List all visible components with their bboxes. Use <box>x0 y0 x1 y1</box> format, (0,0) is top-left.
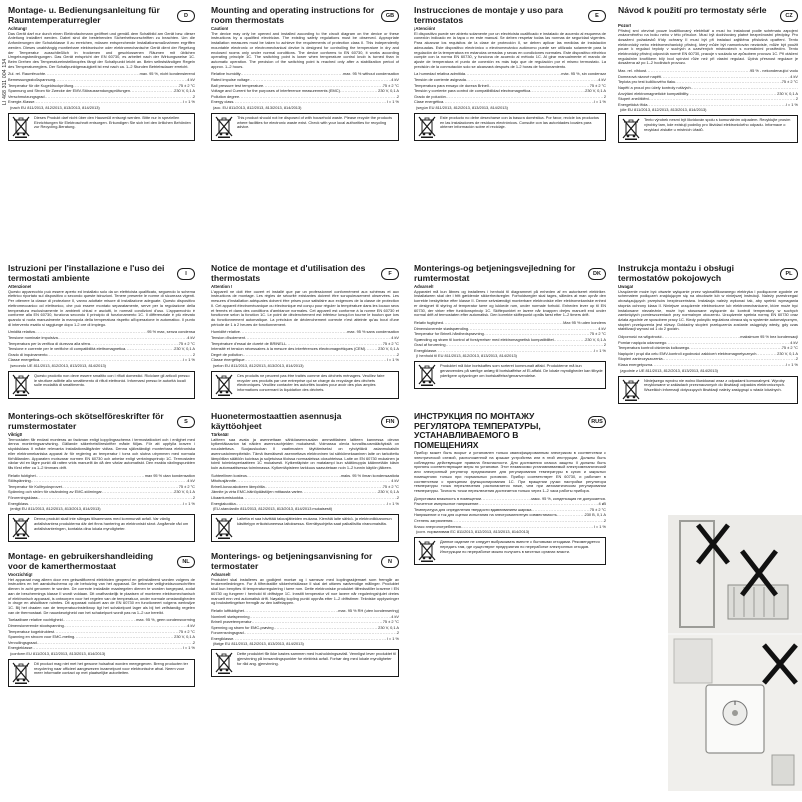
spec-label: Max. rel. vlhkost <box>618 68 647 74</box>
spec-label: Classe energetica <box>8 357 40 363</box>
spec-note: (ifølge EU 811/2013, 812/2013, 813/2013, 814/2013) <box>213 641 304 647</box>
spec-label: Stopień zanieczyszczenia <box>618 356 663 362</box>
spec-label: Umidità relativa <box>8 329 35 335</box>
spec-label: Klasa energetyczna <box>618 361 653 367</box>
spec-value: 2 <box>396 494 399 500</box>
spec-label: Ball pressure test temperature <box>211 82 264 88</box>
spec-label: Степень загрязнения <box>414 518 453 524</box>
spec-list <box>211 473 399 507</box>
spec-label: Spannung und Strom für Zwecke der EMV-Störaussendungsprüfungen <box>8 88 130 94</box>
spec-label: Nominell støtspenning <box>211 613 250 619</box>
spec-value: max. 95 % sans condensation <box>347 329 399 335</box>
disposal-text: Tento výrobek nesmí být likvidován spolu s komunálním odpadem. Recyklujte prosím výrobky tam, kde existují podniky pro likvidaci elektronického odpadu. Informace o recyklaci získáte u místních úřadů. <box>644 117 791 132</box>
section-cz <box>618 6 798 262</box>
spec-value: 4 kV <box>790 73 798 79</box>
spec-label: Stupeň znečištění <box>618 96 649 102</box>
spec-list <box>414 496 606 530</box>
spec-label: Température d'essai de dureté de BRINELL <box>211 340 287 346</box>
spec-label: Grado de polución <box>414 93 446 99</box>
section-title: Monterings-og betjeningsvejledning for rumtermostat <box>414 264 576 283</box>
section-s <box>8 412 195 550</box>
installation-illustrations <box>668 515 802 791</box>
spec-label: Rated impulse voltage <box>211 76 250 82</box>
spec-value: 75 ± 2 °C <box>382 340 399 346</box>
spec-value: 95 % max, senza condensa <box>147 329 195 335</box>
spec-value: 2 <box>192 494 195 500</box>
disposal-notice <box>211 649 399 677</box>
section-intro: Прибор может быть вскрыт и установлен только квалифицированным электриком в соответствии с электрической схемой, расположенной на крышке устройства или в этой инструкции. Должны быть соблюдены действующие правила безопасности. Для достижения класса защиты II должны быть приняты соответствующие меры по установке. Этот независимо устанавливаемый электромеханический или электронный регулятор предназначен для регулирования температуры в сухих и закрытых помещениях только при нормальных условиях. Прибор соответствует EN 60730, и работает в соответствии с принципом функционирования 1С. При вращении ручки настройки регулятора температуры точка переключения располагается ниже, чем при автоматическом регулировании температуры. Точность точки переключения достигается только через 1–2 часа работы прибора. <box>414 450 606 493</box>
spec-list <box>414 320 606 354</box>
spec-label: La humedad relativa admitida <box>414 71 466 77</box>
spec-label: Pomiar napięcia udarowego <box>618 339 667 345</box>
spec-value: 2 <box>603 93 606 99</box>
spec-value: 4 кВ <box>598 501 606 507</box>
spec-label: Relativ luftfuktighet <box>211 607 244 613</box>
spec-label: Verschmutzungsgrad <box>8 93 45 99</box>
spec-note: (según EU 811/2013, 812/2013, 813/2013, 814/2013) <box>416 104 508 110</box>
spec-label: Relativ fugtighed <box>414 319 443 325</box>
spec-value: 230 V, 0,1 A <box>378 346 399 352</box>
disposal-text: Dette produktet får ikke kastes sammen med husholdningsavfall. Vennligst lever produktet til gjenvinning på innsamlingspunkter for elektrisk avfall. Forhør deg med lokale myndigheter for råd ang. gjenvinning. <box>237 651 396 666</box>
spec-value: máx. 95 %, sin condensar <box>561 71 606 77</box>
section-title: Mounting and operating instructions for room thermostats <box>211 6 375 25</box>
spec-value: I = 1 % <box>386 357 399 363</box>
spec-value: 2 <box>795 96 798 102</box>
spec-value: 4 kV <box>391 478 399 484</box>
section-subtitle: ¡Atención! <box>414 26 436 32</box>
spec-label: Energialuokka <box>211 500 236 506</box>
spec-value: I = 1 % <box>593 347 606 353</box>
disposal-notice <box>414 113 606 141</box>
spec-value: макс. 95 %, конденсация не допускается. <box>531 495 606 501</box>
spec-label: Brinell prøvetemperatur <box>211 619 252 625</box>
spec-value: 230 V, 0,1 A <box>174 88 195 94</box>
spec-list <box>8 617 195 651</box>
section-title: Instrucciones de montaje y uso para termostatos <box>414 6 564 25</box>
section-intro: Laitteen saa avata ja asennettaan sähköasennusalan ammattilainen laitteen kannessa olevan kytkentäkaavion tai näiden asennusohjeiden mukaisesti. Voimassa olevia turvallisuusmääräyksiä on noudatettava. Suojausluokan II vaatimusten täyttämiseksi on ryhdyttävä asianmukaisiin asennustoimenpiteisiin. Tämä itsenäisesti asennettava elektroninen tai sähkömekaaninen laite on tarkoitettu lämpötilan säätöön kuivissa ja suljetuissa tiloissa normaaleissa olosuhteissa. Laite on EN 60730 mukainen ja toimii toimintaperiaatteen 1C mukaisesti. Kytkentäpiste on matalampi kun säätönuppia käännetään käsin kuin automaattisessa toiminnassa. Kytkentäpisteen tarkkuus saavutetaan noin 1–2 tunnin käytön jälkeen. <box>211 436 399 470</box>
language-badge: N <box>381 556 399 568</box>
section-intro: Das Gerät darf nur durch einen Elektrofachmann geöffnet und gemäß dem Schaltbild am Gerät bzw. dieser Anleitung installiert werden. Dabei sind die bestehenden Sicherheitsvorschriften zu beachten. Um die Anforderungen der Schutzklasse II zu erreichen, müssen entsprechende Installationsmaßnahmen ergriffen werden. Dieses unabhängig montierbare elektronische oder elektromechanische Gerät dient der Regelung der Temperatur ausschließlich in trockenen und geschlossenen Räumen mit üblichen Umgebungsbedingungen. Das Gerät entspricht der EN 60730, es arbeitet nach der Wirkungsweise 1C. Beim Drehen des Temperatureinstellknopfes fängt der Schaltpunkt leicht an. Beim selbstständigen Regeln des Temperaturreglers. Der Schaltpunktgenauigkeit ist erst nach ca. 1–2 Stunden Betriebsdauer erreicht. <box>8 30 195 69</box>
spec-value: 230 В, 0,1 А <box>584 512 606 518</box>
language-badge: I <box>177 268 195 280</box>
spec-value: 4 kV <box>391 334 399 340</box>
spec-value: I = 1 % <box>593 523 606 529</box>
section-subtitle: Caution! <box>211 26 229 32</box>
spec-value: maksimum 95 % bez kondensacji <box>740 334 798 340</box>
language-badge: CZ <box>780 10 798 22</box>
language-badge: FIN <box>381 416 399 428</box>
spec-label: Spenning og strøm for EMC-prøving <box>211 624 274 630</box>
spec-value: max. 95 % RH (uten kondensering) <box>338 607 399 613</box>
spec-value: 75 ± 2 °C <box>589 82 606 88</box>
spec-note: (selon EU 811/2013, 812/2013, 813/2013, 814/2013) <box>213 362 304 368</box>
language-badge: F <box>381 268 399 280</box>
spec-note: (conform EU 811/2013, 812/2013, 813/2013, 814/2013) <box>10 650 106 656</box>
spec-value: I = 1 % <box>182 500 195 506</box>
spec-label: Dimensionerede stødspænding <box>414 325 469 331</box>
section-n <box>211 552 399 798</box>
crossed-bin-icon <box>11 116 31 138</box>
spec-label: Föroreningsklass <box>8 494 38 500</box>
crossed-bin-icon <box>214 517 234 539</box>
spec-value: I = 1 % <box>182 99 195 105</box>
spec-label: Mitoitusjännite <box>211 478 236 484</box>
section-intro: Het apparaat mag alleen door een gekwalificeerd elektricien geopend en geïnstalleerd worden volgens de instructies en het aansluitschema op de behuizing van het apparaat. De bekende veiligheidsvoorschriften dienen in acht genomen te worden. De correcte installatie maatregelen dienen te worden toegepast, zodat aan de beschermings klasse II wordt voldaan. Dit onafhankelijk te plaatsen of monteren elektromechanisch of elektronisch apparaat, is ontworpen voor het regelen van de temperatuur, onder normale omstandigheden in droge en afsluitbare ruimtes. Dit apparaat voldoet aan de EN 60730 en functioneert volgens werkwijze 1C. Bij het draaien van de temperatuurinstelknop ligt het schakelpunt lager als bij het zelfstandig regelen van de thermostaat. De nauwkeurigheid van het schakelpunt wordt pas na 1–2 uur bereikt. <box>8 576 195 615</box>
spec-note: (zgodnie z UE 811/2013, 812/2013, 813/2013, 814/2013) <box>620 367 718 373</box>
disposal-notice <box>211 113 399 141</box>
section-subtitle: Pozor! <box>618 23 632 28</box>
spec-value: 230 V, 0,1 A <box>777 350 798 356</box>
disposal-notice <box>618 115 798 143</box>
spec-label: Tension d'isolement <box>211 334 246 340</box>
spec-label: Relativ fuktighet <box>8 472 36 478</box>
section-subtitle: Attention ! <box>211 284 233 290</box>
section-subtitle: Attenzione! <box>8 284 32 290</box>
spec-value: 2 <box>396 351 399 357</box>
disposal-notice <box>414 537 606 565</box>
crossed-bin-icon <box>214 116 234 138</box>
spec-label: Temperatur for Brinell-hårdhedsprøvning <box>414 331 484 337</box>
spec-value: 230 V, 0,1 A <box>777 90 798 96</box>
disposal-text: Produktet må ikke bortskaffes som sorteret kommunalt affald. Produkterne må kun genanvendes på særlige anlæg til bortskaffelse af El-affald. De lokale myndigheder kan tilbyde yderligere oplysninger om bortskaffelse/genanvendelse. <box>440 363 603 378</box>
spec-label: Relative humidity <box>211 71 241 77</box>
spec-value: 2 <box>192 93 195 99</box>
disposal-notice <box>8 514 195 542</box>
spec-value: 75 ± 2 °C <box>178 340 195 346</box>
spec-value: 4 kV <box>790 339 798 345</box>
spec-label: Spänning och ström för utsändning av EMC-störningar <box>8 489 102 495</box>
section-title: Montage- u. Bedienungsanleitung für Raumtemperaturregler <box>8 6 160 25</box>
spec-label: Расчетное импульсное напряжение <box>414 501 479 507</box>
spec-note: (EU-standardin 811/2013, 812/2013, 813/2013, 814/2013 mukaisesti) <box>213 506 333 512</box>
crossed-bin-icon <box>621 118 641 140</box>
disposal-notice <box>211 514 399 542</box>
section-title: ИНСТРУКЦИЯ ПО МОНТАЖУ РЕГУЛЯТОРА ТЕМПЕРАТУРЫ, УСТАНАВЛИВАЕМОГО В ПОМЕЩЕНИЯХ <box>414 412 541 450</box>
section-rus <box>414 412 606 784</box>
spec-label: Temperatur für die Kugeldruckprüfung <box>8 82 74 88</box>
spec-list <box>618 334 798 368</box>
spec-value: I = 1 % <box>386 635 399 641</box>
spec-row <box>618 362 798 368</box>
disposal-text: Данное изделие не следует выбрасывать вместе с бытовыми отходами. Рекомендуется передать там, где существуют предприятия по переработке электронных отходов. Инструкции по переработке можно получить в местных органах власти. <box>440 539 600 554</box>
spec-label: Brinell-kovuuskokeen lämpötila <box>211 483 265 489</box>
section-subtitle: Achtung! <box>8 26 27 32</box>
spec-label: Tensión de corriente asignada <box>414 76 466 82</box>
section-subtitle: Tärkeää! <box>211 432 229 438</box>
section-intro: Produktet skal installeres av godkjent montør og i samsvar med koplingsskjemaet som fremgår av brukerveiledningen. For å tilfredsstille sikkerhetsklasse II skal det utføres nødvendige målinger. Produktet skal kun benyttes til temperaturregulering i tørre rom. Dette elektroniske produktet tilfredsstiller kravene i EN 60730 og fungerer i henhold til driftstype 1C. Innstilt temperatur vil noe lavere når reguleringshjulet dreies manuelt enn ved automatisk drift. Nøyaktig kopling punkt oppnås etter 1–2 driftstimer. Tekniske opplysninger og bruksbetingelser fremgår av den kaffelappen. <box>211 576 399 606</box>
disposal-notice <box>8 113 195 141</box>
spec-value: maks. 95 % ilman kondensaatiota <box>340 472 399 478</box>
spec-value: I = 1 % <box>182 645 195 651</box>
section-subtitle: Voorzichtig! <box>8 572 33 578</box>
spec-list <box>211 608 399 642</box>
section-title: Montage- en gebruikershandleiding voor de kamerthermostaat <box>8 552 154 571</box>
section-intro: Apparatet må kun åbnes og installeres i henhold til diagrammet på enheden af en autoriseret elektriker. Installatøren skal der i fritt gældende sikkerhedsregler. Forholdsregler skal tages, således at man opnår den korrekte beskyttelse efter klasse II. Denne selvstændigt monterbare elektroniske eller elektromekaniske enhed er designet til styring af temperatur tørre og lukkede rum, under normale forhold. Enheden lever op til EN 60730, der virker efter funktionsprincip 1C. Skiftepunktet er lavere når knappen drejes manuelt end under normal drift af termostaten efter automatisk. Den korrekte skiftepunkt opnås først efter 1–2 timers drift. <box>414 288 606 318</box>
spec-list <box>8 71 195 105</box>
spec-value: 75 ± 2 °C <box>589 506 606 512</box>
crossed-bin-icon <box>214 374 234 396</box>
section-gb <box>211 6 399 262</box>
spec-label: Temperatuur kogeldruktest <box>8 628 55 634</box>
installation-illustrations-svg <box>668 515 802 791</box>
spec-value: 75 ± 2 °C <box>781 79 798 85</box>
section-title: Návod k použití pro termostaty sérle <box>618 6 767 15</box>
spec-label: Degré de pollution <box>211 351 243 357</box>
language-badge: E <box>588 10 606 22</box>
disposal-notice <box>414 361 606 389</box>
spec-value: 230 V, 0,1 A <box>378 624 399 630</box>
language-badge: PL <box>780 268 798 280</box>
language-badge: NL <box>177 556 195 568</box>
disposal-text: Denna produkt skall inte slängas tillsammans med kommunalt avfall. Var vänlig avfallshantera produkterna där det finns hantering av elektroniskt skrot. Angående råd om avfallshanteringen, kontakta dina lokala myndigheter. <box>34 516 189 531</box>
spec-label: Tensione e corrente per le verifiche di compatibilità elettromagnetica <box>8 346 126 352</box>
spec-label: Temperatura para ensayo de dureza Brinell <box>414 82 489 88</box>
spec-label: Intensité et tension nécessaires à la mesure des interférences électromagnétiques (CEM) <box>211 346 366 352</box>
spec-label: Energiklass <box>8 500 29 506</box>
spec-label: Vervuilingsgraad <box>8 639 37 645</box>
spec-label: Domezová rázové napětí <box>618 73 662 79</box>
section-intro: Termostaten får endast monteras av fackman enligt kopplingsschema i termostatlocket och i enlighet med denna monteringsanvisning. Gällande säkerhetsföreskrifter måste följas. För att uppfylla kraven i skyddsklass II måste relevanta installationsåtgärder vidtas. Denna självständigt monterbara elektroniska eller elektromekaniska apparat är för reglering av temperatur i torra och slutna utrymmen med normala förhållanden. Apparaten motsvarar normen EN 60730 och arbetar enligt verkningsprincip 1C. Termostaten växlar vid en lägre punkt då ratten vrids manuellt än då den växlar automatiskt. Den exakta växlingspunkten fås först efter ca 1–2 timmars drift. <box>8 436 195 470</box>
section-title: Monterings-och skötselföreskrifter för rumstermostater <box>8 412 164 431</box>
spec-value: 75 ± 2 °C <box>178 82 195 88</box>
spec-value: 75 ± 2 °C <box>382 619 399 625</box>
spec-value: 230 V, 0,1 A <box>585 88 606 94</box>
crossed-bin-icon <box>11 662 31 684</box>
spec-value: 4 kV <box>187 622 195 628</box>
spec-value: 2 <box>396 630 399 636</box>
section-dk <box>414 264 606 410</box>
spec-list <box>414 71 606 105</box>
spec-value: 230 V, 0,1 A <box>378 489 399 495</box>
spec-label: Teplota pro test kuličkového tlaku <box>618 79 676 85</box>
disposal-text: Este producto no debe desecharse con la basura doméstica. Por favor, recicle los productos en las instalaciones de residuos electrónicos. Consulte con las autoridades locales para obtener información sobre el reciclaje. <box>440 114 599 130</box>
spec-label: Napětí a proud pro účely kontroly rušivých <box>618 84 691 90</box>
section-title: Instrukcja montażu i obsługi termostatów pokojowych <box>618 264 735 283</box>
section-d <box>8 6 195 262</box>
spec-label: Stötspänning <box>8 478 31 484</box>
section-intro: Questo apparecchio può essere aperto ed installato solo da un elettricista qualificato, seguendo lo schema elettrico riportato sul dispositivo o secondo queste istruzioni. Tenere presente le norme di sicurezza vigenti. Per ottenere la classe di protezione II, vanno adottate misure di installazione adeguate. Questo dispositivo elettromeccanico od elettronico, che può essere montato separatamente, serve per la regolazione della temperatura esclusivamente in ambienti chiusi e asciutti, in normali condizioni d'uso. L'apparecchio è conforme alla EN 60730, funziona secondo il principio di funzionamento 1C. Il differenziale è più elevato quando si ruota manualmente la manopola della temperatura rispetto all'operazione in automatico. Il punto di intervento esatto si raggiunge dopo 1-2 ore di impiego. <box>8 288 195 327</box>
section-nl <box>8 552 195 798</box>
spec-note: (secondo UE 811/2013, 812/2013, 813/2013, 814/2013) <box>10 362 106 368</box>
spec-value: max. 95 % without condensation <box>342 71 399 77</box>
section-intro: The device may only be opened and installed according to the circuit diagram on the device or these instructions by a qualified electrician. The existing safety regulations must be observed. Appropriate installation measures must be taken to achieve the requirements of protection class II. This independently mountable electronic or electromechanical device is designed for controlling the temperature in dry and enclosed rooms only under normal conditions. The device conforms to EN 60730, it works according operating principle 1C. The switching point is lower when temperature control knob is turned than in automatic operation. The precision of the switching point is reached only after a stabilization period of approx. 1–2 hours. <box>211 30 399 69</box>
spec-label: Humidité relative <box>211 329 240 335</box>
section-intro: El dispositivo puede ser abierto solamente por un electricista cualificado e instalado de acuerdo al esquema de conexión indicado en la tapa o en este manual. Se deben respetar todas las normas de seguridad vigentes. Para alcanzar los requisitos de la clase de protección II, se deben aplicar las medidas de instalación adecuadas. Este dispositivo electrónico o electromecánico autónomo puede ser utilizado solamente para la regulación de la temperatura en estancias cerradas y secas en condiciones normales. Este dispositivo eléctrico cumple con la norma EN 60730, y funciona de acuerdo al método 1C. Al girar manualmente el mando de ajuste de temperatura el punto de conexión es más bajo que de regulación por el mismo termostato. La precisión de la conmutación solo se alcanzará después de 1-2 horas de funcionamiento. <box>414 30 606 69</box>
spec-label: Temperatur för Kulltrycksprovet <box>8 483 62 489</box>
spec-value: 75 ± 2 °C <box>382 483 399 489</box>
spec-value: max. 95 %, geen condensvorming <box>136 617 195 623</box>
spec-label: Pollution degree <box>211 93 240 99</box>
section-pl <box>618 264 798 494</box>
spec-value: 2 <box>603 518 606 524</box>
spec-value: 75 ± 2 °C <box>781 345 798 351</box>
spec-list <box>618 68 798 107</box>
crossed-bin-icon <box>621 379 641 401</box>
language-badge: DK <box>588 268 606 280</box>
spec-value: 230 V, 0,1 A <box>585 336 606 342</box>
spec-label: Bemessungsstoßspannung <box>8 76 56 82</box>
spec-value: 4 kV <box>391 613 399 619</box>
spec-label: Toelaatbare relative vochtigheid <box>8 617 63 623</box>
spec-note: (dle EU 811/2013, 812/2013, 813/2013, 814/2013) <box>620 107 707 113</box>
spec-value: 75 ± 2 °C <box>178 628 195 634</box>
disposal-text: Niniejszego wyrobu nie wolno likwidować wraz z odpadami komunalnymi. Wyroby recyklowane w zakładach przeznaczonych do likwidacji odpadów elektronicznych. Wszelkich informacji dotyczących likwidacji należy zasięgnąć u władz lokalnych. <box>644 377 785 392</box>
section-title: Huonetermostaattien asennusja käyttöohjeet <box>211 412 342 431</box>
thermostat-device-icon <box>668 635 802 791</box>
spec-label: Voltage and Current for the purposes of interference measurements (EMC) <box>211 88 340 94</box>
spec-label: Energieklasse <box>8 645 33 651</box>
spec-note: (enligt EU 811/2013, 812/2013, 813/2013, 814/2013) <box>10 506 101 512</box>
disposal-notice <box>618 376 798 404</box>
spec-value: max. 95 %, nicht kondensierend <box>139 71 195 77</box>
disposal-text: Dit product mag niet met het gewone huisafval worden meegegeven. Breng producten ter recyclering naar officieel aangewezen inzamelpunt voor elektronische afval. Neem voor meer informatie contact op met plaatselijke autoriteiten. <box>34 660 188 676</box>
spec-label: Suhteellinen kosteus <box>211 472 247 478</box>
disposal-text: Questo prodotto non deve essere smaltito con i rifiuti domestici. Riciclare gli articoli presso le strutture adibite allo smaltimento di rifiuti elettronici. Informarsi presso le autorità locali sulle modalità di smaltimento. <box>34 372 190 388</box>
spec-value: Max 95 % uden kondens <box>563 319 606 325</box>
disposal-text: Laitetta ei saa hävittää talousjätteiden mukana. Kierrätä laite sähkö- ja elektroniikkaromun käsittelyyn erikoistuneessa laitoksessa. Kierrätysohjeita saat paikallisilta viranomaisilta. <box>237 516 392 526</box>
spec-label: Temperatura kontroli ciśnienia kulkowego <box>618 345 690 351</box>
spec-label: Dimensionerende stootspanning <box>8 622 64 628</box>
spec-note: (acc. EU 811/2013, 812/2013, 813/2013, 814/2013) <box>213 104 302 110</box>
spec-label: Допустимая влажность в помещении <box>414 495 482 501</box>
spec-label: Napięcie i prąd dla celu EMV-kontroli zgodności zakłóceń elektromagnetycznych <box>618 350 757 356</box>
disposal-text: This product should not be disposed of with household waste. Please recycle the products where facilities for electronic waste exist. Check with your local authorities for recycling advice. <box>237 114 393 130</box>
spec-value: 75 ± 2 °C <box>178 483 195 489</box>
spec-label: Energie-Klasse <box>8 99 35 105</box>
spec-list <box>211 329 399 363</box>
spec-value: 4 kV <box>187 76 195 82</box>
spec-label: Energy class <box>211 99 234 105</box>
spec-value: 75 ± 2 °C <box>589 331 606 337</box>
section-title: Notice de montage et d'utilisation des thermostats <box>211 264 366 283</box>
crossed-bin-icon <box>417 364 437 386</box>
spec-label: Температура для определения твердости вдавливанием шарика <box>414 506 532 512</box>
spec-label: Temperatura per la verifica di durezza alla sfera <box>8 340 90 346</box>
spec-value: I = 1 % <box>593 99 606 105</box>
section-intro: Urządzenie może być otwarte wyłącznie przez wykwalifikowanego elektryka i podłączone zgodnie ze schematem podłączeń znajdującym się na obudowie lub w niniejszej instrukcji. Należy przestrzegać obowiązujących przepisów bezpieczeństwa. Instalacja należy wykonać tak, aby spełnić wymagania stopnia ochrony klasa II. Niniejsze urządzenie elektroniczne lub elektromechaniczne, które może być instalowane niezależnie, może być stosowane wyłącznie do kontroli temperatury w suchych zamkniętych pomieszczeniach przy normalnym otoczeniu. Urządzenie spełnia normę EN 60730 oraz działa zgodnie ze sposobem pracy 1C. Kiedy pokrętło regulatora obraca się w systemie automatycznym, stopień przełączenia jest niższy. Dokładny stopień przełączenia zostanie osiągnięty wtedy, gdy czas stabilizacji wynosi od 1 do 2 godzin. <box>618 288 798 332</box>
spec-note: (nach EU 811/2013, 812/2013, 813/2013, 814/2013) <box>10 104 100 110</box>
section-e <box>414 6 606 262</box>
section-intro: L'appareil ne doit être ouvert et installé que par un professionnel conformément aux schémas et aux instructions de montage. Les règles de sécurité existantes doivent être scrupuleusement observées. Les mesures d'installation adéquates doivent être prises pour satisfaire aux exigences de la classe de protection II. Cet appareil électromécanique ou électronique est conçu pour réguler la température dans les locaux secs et fermés et dans des conditions d'ambiance normales. Cet appareil est conforme à la norme EN 60730 et fonctionne selon la fonction 1C. Le point de déclenchement est inférieur lorsqu'on tourne le bouton que lors du fonctionnement automatique. La précision de déclenchement correcte n'est atteinte qu'au bout d'une période de 1 à 2 heures de fonctionnement. <box>211 288 399 327</box>
spec-list <box>211 71 399 105</box>
spec-value: max 95 % utan kondensation <box>144 472 195 478</box>
spec-label: Grado di inquinamento <box>8 351 48 357</box>
crossed-bin-icon <box>417 540 437 562</box>
spec-label: Odporność na wilgotność <box>618 334 662 340</box>
spec-value: I = 1 % <box>386 500 399 506</box>
spec-label: Energetická třída <box>618 101 648 107</box>
spec-value: 75 ± 2 °C <box>382 82 399 88</box>
spec-label: Forurensningsgrad <box>211 630 244 636</box>
spec-label: Класс энергопотребления <box>414 523 461 529</box>
disposal-notice <box>8 659 195 687</box>
spec-label: Tensión y corriente para control de compatibilidad electromagnética <box>414 88 531 94</box>
spec-label: Energiklasse <box>414 347 437 353</box>
spec-label: Tensione nominale impulsiva <box>8 334 58 340</box>
language-badge: GB <box>381 10 399 22</box>
section-intro: Přístroj smí otevírat pouze kvalifikovaný elektrikář a musí ho instalovat podle schématu zapojení znázorněného na boku nebo v této příručce. Musí být dodržovány platné bezpečnostní předpisy. Pro dosažení požadavků třídy ochrany II musí být při instalaci zajištěna příslušná opatření. Tento elektronický nebo elektromechanický přístroj, který může být namontován nezávisle, může být použit pouze k regulaci teploty v suchých a uzavřených místnostech s normálními prostředím. Tento elektronický přístroj odpovídá normě EN 60730, pracuje v souladu se způsobem provozu 1C. Při otáčení regulačním knoflíkem bílý bod spínání růže než při vlastní regulaci. Úplná přesnost regulace je dosažena až po 1–2 hodinách provozu. <box>618 27 798 66</box>
crossed-bin-icon <box>214 652 234 674</box>
spec-value: 4 kV <box>598 325 606 331</box>
spec-label: Spænding og strøm til kontrol af forstyrrelser med elektromagnetisk kompatibilitet <box>414 336 554 342</box>
spec-value: I = 1 % <box>785 101 798 107</box>
crossed-bin-icon <box>11 374 31 396</box>
crossed-bin-icon <box>417 116 437 138</box>
spec-label: Grad af forurening <box>414 342 446 348</box>
spec-value: 4 kV <box>391 76 399 82</box>
spec-label: Напряжение и ток для оценки испытания на электромагнитную совместимость <box>414 512 557 518</box>
spec-label: Anvýtání elektromagnetické kompatibility <box>618 90 689 96</box>
spec-value: 4 kV <box>187 334 195 340</box>
spec-value: 230 V, 0,1 A <box>174 489 195 495</box>
spec-value: 2 <box>192 639 195 645</box>
spec-value: 4 kV <box>187 478 195 484</box>
spec-note: (i henhold til EU 811/2013, 812/2013, 813/2013, 814/2013) <box>416 353 517 359</box>
section-title: Istruzioni per l'installazione e l'uso dei termostati ambiente <box>8 264 165 283</box>
spec-value: 230 V, 0,1 A <box>174 634 195 640</box>
spec-label: Jännite ja virta EMC-häiriöpäästöjen mittausta varten <box>211 489 303 495</box>
wrong-placement-radiator-icon <box>668 515 802 633</box>
spec-value: 230 V, 0,1 A <box>174 346 195 352</box>
spec-label: Clase energética <box>414 99 444 105</box>
spec-value: 2 <box>603 342 606 348</box>
section-subtitle: Advarsel! <box>414 284 434 290</box>
language-badge: RUS <box>588 416 606 428</box>
spec-value: 2 <box>795 356 798 362</box>
crossed-bin-icon <box>11 517 31 539</box>
disposal-notice <box>8 371 195 399</box>
spec-value: 4 kV <box>598 76 606 82</box>
document-code-text: LI 468 311 004 134 <box>2 58 8 105</box>
spec-value: I = 1 % <box>386 99 399 105</box>
disposal-text: Dieses Produkt darf nicht über den Hausmüll entsorgt werden. Bitte nur in speziellen Einrichtungen für Elektroschrott entsorgen. Erkundigen Sie sich bei den örtlichen Behörden zur Recycling-Beratung. <box>34 114 191 130</box>
spec-value: 95 % - nekondenzující vodu <box>749 68 798 74</box>
spec-label: Spanning en stroom voor EMC-meting <box>8 634 75 640</box>
spec-label: Zul. rel. Raumfeuchte <box>8 71 46 77</box>
spec-label: Energiklasse <box>211 635 234 641</box>
spec-label: Classe énergétique <box>211 357 245 363</box>
section-fin <box>211 412 399 550</box>
spec-value: 2 <box>396 93 399 99</box>
section-subtitle: Viktigt! <box>8 432 23 438</box>
section-title: Monterings- og betjeningsanvisning for termostater <box>211 552 373 571</box>
spec-label: Likaantumisluokka <box>211 494 244 500</box>
section-subtitle: Advarsel! <box>211 572 231 578</box>
language-badge: D <box>177 10 195 22</box>
section-f <box>211 264 399 410</box>
spec-value: I = 1 % <box>182 357 195 363</box>
section-i <box>8 264 195 410</box>
spec-list <box>8 473 195 507</box>
spec-list <box>8 329 195 363</box>
spec-note: (согл. нормативам ЕС 811/2013, 812/2013, 813/2013, 814/2013) <box>416 529 530 535</box>
disposal-notice <box>211 371 399 399</box>
spec-value: I = 1 % <box>785 361 798 367</box>
spec-value: 230 V, 0,1 A <box>378 88 399 94</box>
spec-value: 2 <box>192 351 195 357</box>
section-subtitle: Uwaga! <box>618 284 634 290</box>
language-badge: S <box>177 416 195 428</box>
disposal-text: Ces produits ne peuvent pas être traités comme des déchets ménagers. Veuillez faire recycler ces produits par une entreprise qui se charge du recyclage des déchets électroniques. Veuillez contacter les autorités locales pour avoir des plus amples informations concernant la liquidation des déchets. <box>237 372 385 392</box>
